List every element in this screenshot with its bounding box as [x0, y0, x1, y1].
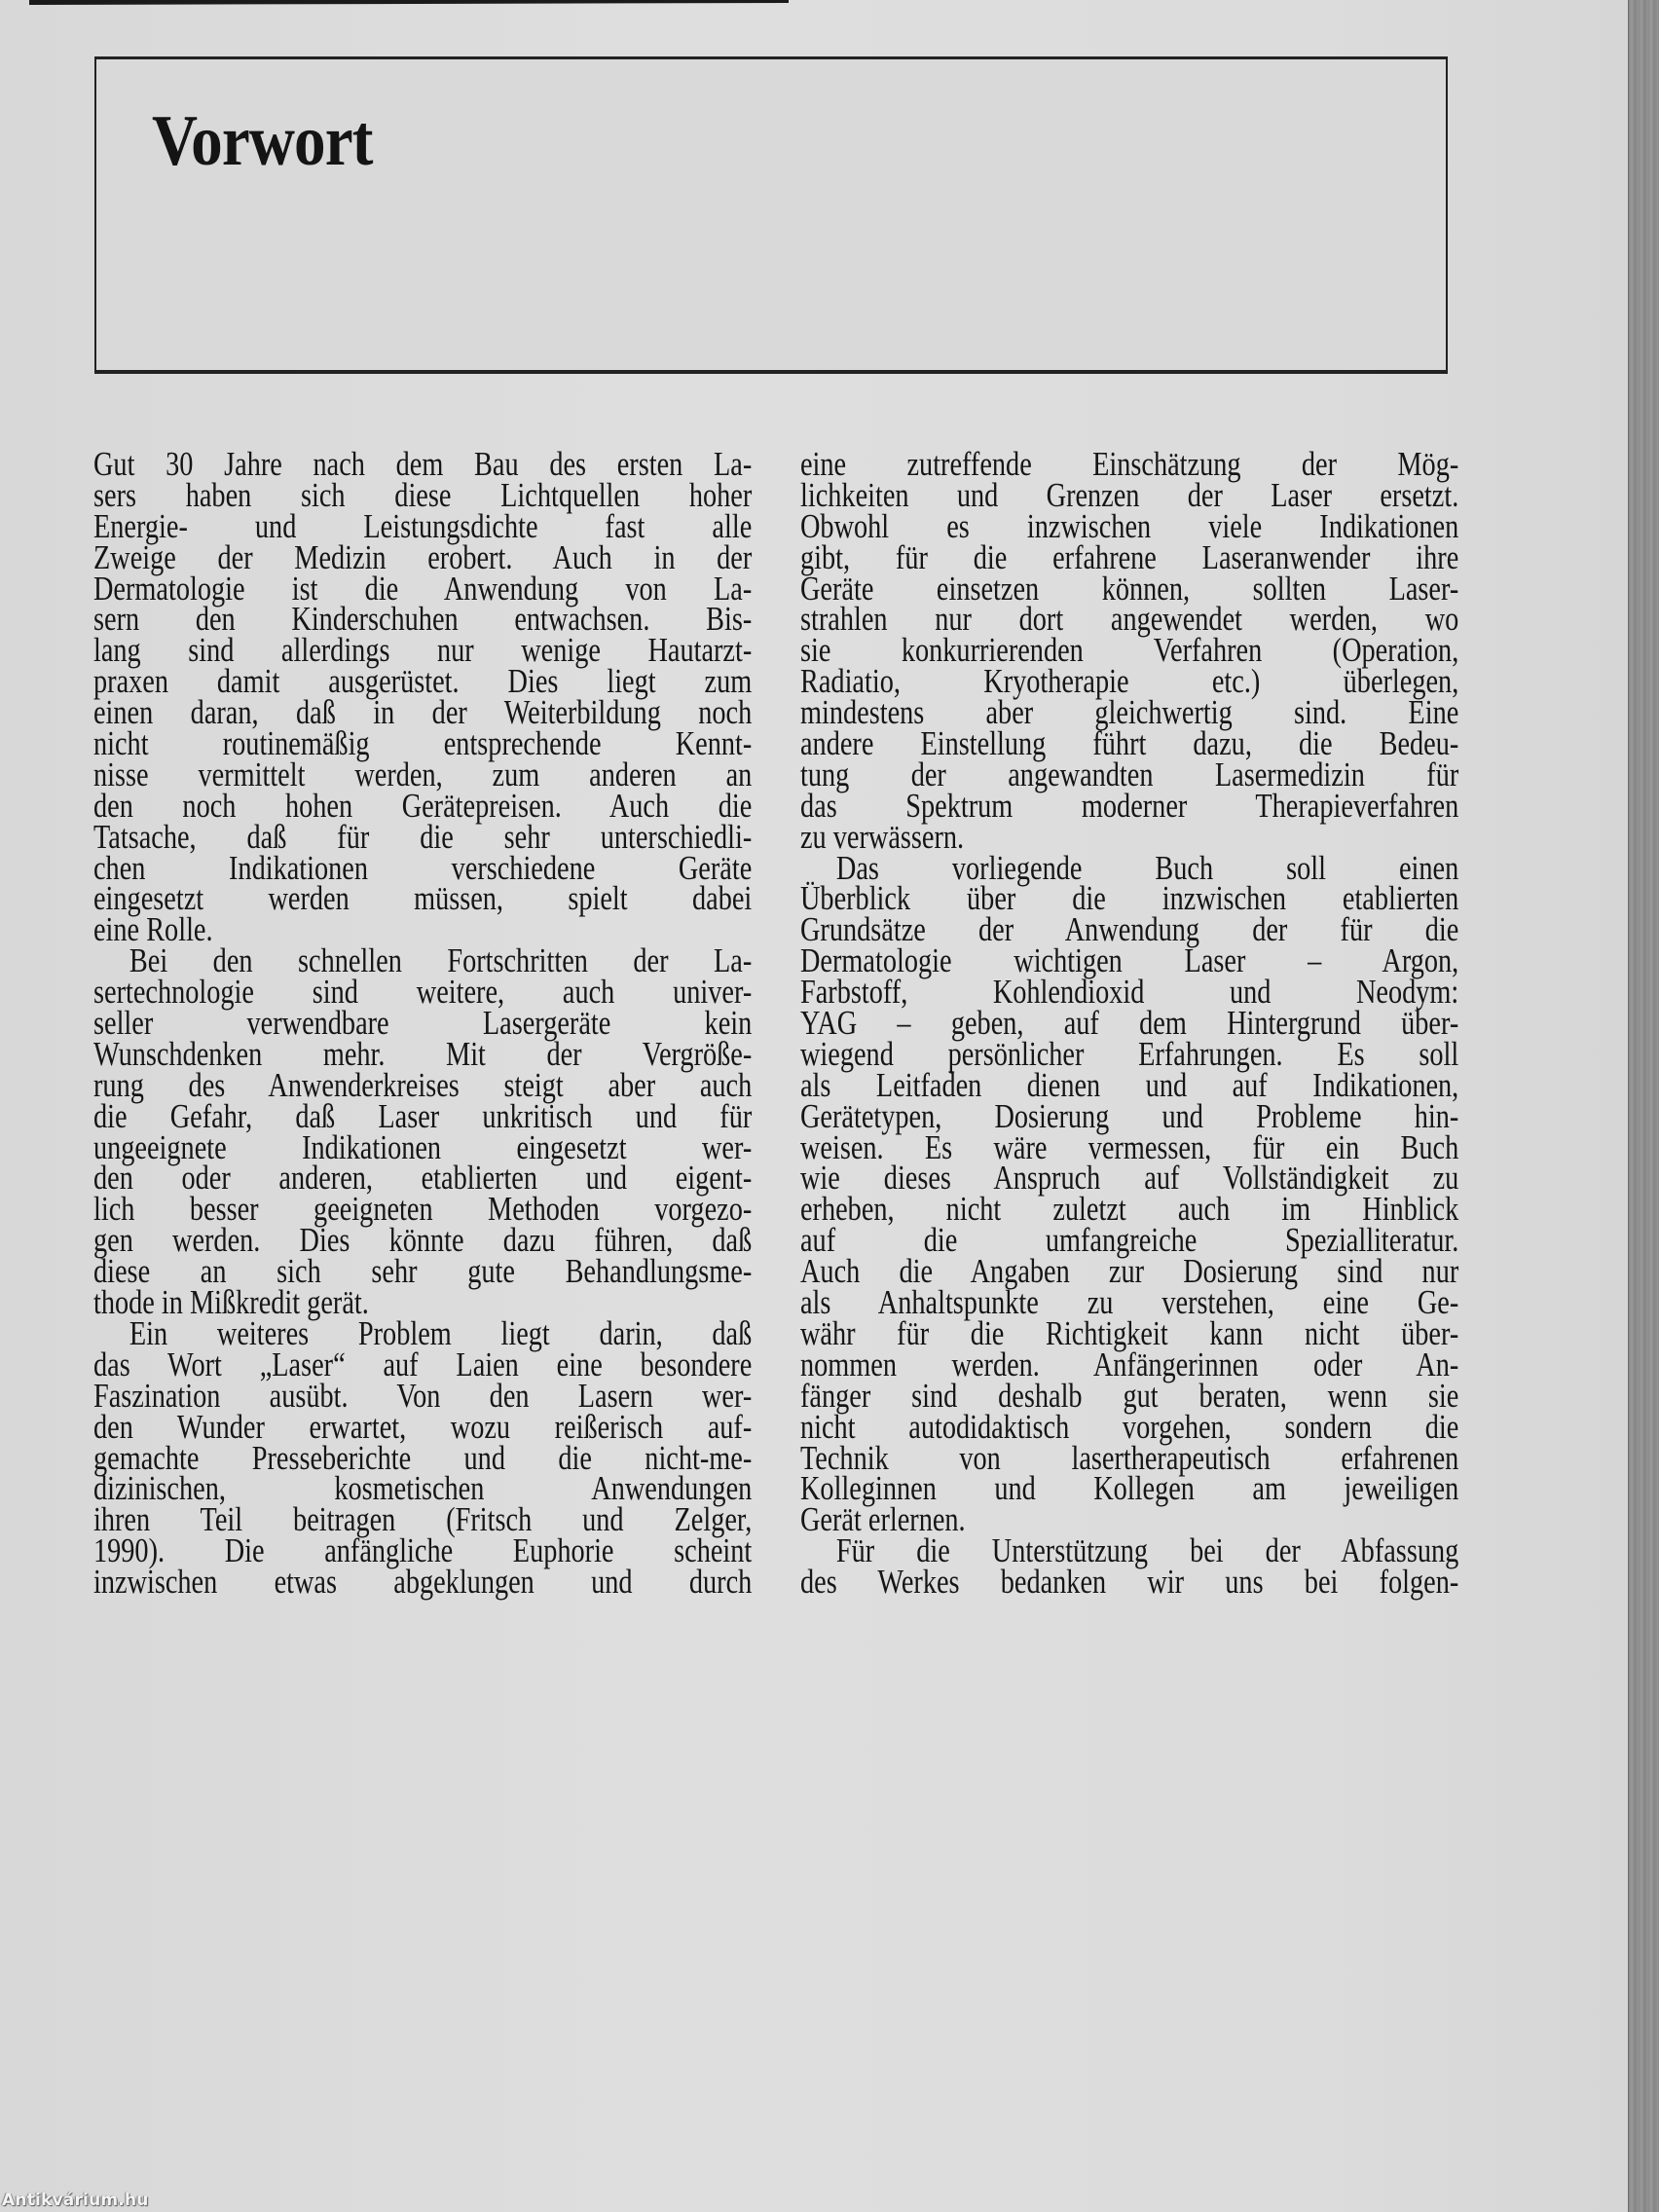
text-line: eine Rolle.	[93, 911, 213, 949]
text-line: eingesetzt werden müssen, spielt dabei	[93, 880, 753, 918]
text-line: thode in Mißkredit gerät.	[93, 1284, 369, 1322]
text-line: ungeeignete Indikationen eingesetzt wer-	[93, 1128, 753, 1166]
text-line: Zweige der Medizin erobert. Auch in der	[93, 538, 753, 576]
text-line: Für die Unterstützung bei der Abfassung	[835, 1532, 1459, 1570]
text-line: weisen. Es wäre vermessen, für ein Buch	[800, 1128, 1459, 1166]
text-line: den oder anderen, etablierten und eigent-	[93, 1160, 753, 1198]
text-line: ihren Teil beitragen (Fritsch und Zelger,	[93, 1501, 753, 1539]
text-line: als Anhaltspunkte zu verstehen, eine Ge-	[800, 1284, 1459, 1322]
text-line: Gerät erlernen.	[800, 1501, 966, 1539]
text-line: strahlen nur dort angewendet werden, wo	[800, 601, 1459, 639]
text-line: sertechnologie sind weitere, auch univer-	[93, 974, 753, 1012]
text-line: Gut 30 Jahre nach dem Bau des ersten La-	[93, 446, 753, 483]
text-line: zu verwässern.	[800, 818, 965, 856]
text-line: des Werkes bedanken wir uns bei folgen-	[800, 1564, 1459, 1602]
text-line: andere Einstellung führt dazu, die Bedeu-	[800, 725, 1459, 763]
text-line: 1990). Die anfängliche Euphorie scheint	[93, 1532, 753, 1570]
text-line: gen werden. Dies könnte dazu führen, daß	[93, 1222, 753, 1260]
text-line: Radiatio, Kryotherapie etc.) überlegen,	[800, 663, 1459, 701]
text-line: währ für die Richtigkeit kann nicht über-	[800, 1314, 1459, 1352]
text-line: nicht routinemäßig entsprechende Kennt-	[93, 725, 753, 763]
text-line: wie dieses Anspruch auf Vollständigkeit zu	[800, 1160, 1459, 1198]
text-line: sern den Kinderschuhen entwachsen. Bis-	[93, 601, 753, 639]
text-line: rung des Anwenderkreises steigt aber auch	[93, 1066, 753, 1104]
text-line: chen Indikationen verschiedene Geräte	[93, 849, 753, 887]
chapter-title: Vorwort	[152, 101, 373, 181]
text-line: sie konkurrierenden Verfahren (Operation,	[800, 632, 1459, 670]
text-line: das Spektrum moderner Therapieverfahren	[800, 787, 1459, 825]
text-line: seller verwendbare Lasergeräte kein	[93, 1005, 753, 1043]
text-line: Dermatologie ist die Anwendung von La-	[93, 570, 753, 608]
text-line: das Wort „Laser“ auf Laien eine besondere	[93, 1346, 753, 1383]
text-line: inzwischen etwas abgeklungen und durch	[93, 1564, 753, 1602]
text-line: Tatsache, daß für die sehr unterschiedli-	[93, 818, 753, 856]
text-line: erheben, nicht zuletzt auch im Hinblick	[800, 1191, 1459, 1229]
text-line: lichkeiten und Grenzen der Laser ersetzt.	[800, 476, 1459, 514]
text-line: lang sind allerdings nur wenige Hautarzt-	[93, 632, 753, 670]
text-line: Technik von lasertherapeutisch erfahrenen	[800, 1439, 1459, 1477]
text-line: Gerätetypen, Dosierung und Probleme hin-	[800, 1097, 1459, 1135]
text-column-left	[93, 446, 753, 1602]
text-line: wiegend persönlicher Erfahrungen. Es soll	[800, 1035, 1459, 1073]
text-line: auf die umfangreiche Spezialliteratur.	[800, 1222, 1459, 1260]
text-line: gemachte Presseberichte und die nicht-me-	[93, 1439, 753, 1477]
text-line: nisse vermittelt werden, zum anderen an	[93, 756, 753, 793]
text-line: Kolleginnen und Kollegen am jeweiligen	[800, 1470, 1459, 1508]
text-line: Überblick über die inzwischen etablierten	[800, 880, 1459, 918]
text-line: Wunschdenken mehr. Mit der Vergröße-	[93, 1035, 753, 1073]
text-line: Auch die Angaben zur Dosierung sind nur	[800, 1253, 1459, 1291]
text-line: einen daran, daß in der Weiterbildung noch	[93, 694, 753, 732]
text-line: Energie- und Leistungsdichte fast alle	[93, 507, 753, 545]
text-column-right	[800, 446, 1459, 1602]
watermark-text: Antikvárium.hu	[2, 2191, 149, 2210]
text-line: nicht autodidaktisch vorgehen, sondern die	[800, 1408, 1459, 1446]
text-line: die Gefahr, daß Laser unkritisch und für	[93, 1097, 753, 1135]
text-line: tung der angewandten Lasermedizin für	[800, 756, 1459, 793]
text-line: den Wunder erwartet, wozu reißerisch auf-	[93, 1408, 753, 1446]
chapter-title-box	[94, 56, 1448, 374]
top-rule-divider	[29, 0, 789, 5]
text-line: nommen werden. Anfängerinnen oder An-	[800, 1346, 1459, 1383]
text-line: gibt, für die erfahrene Laseranwender ihre	[800, 538, 1459, 576]
text-line: fänger sind deshalb gut beraten, wenn sie	[800, 1377, 1459, 1415]
text-line: Bei den schnellen Fortschritten der La-	[129, 942, 753, 980]
text-line: Das vorliegende Buch soll einen	[835, 849, 1459, 887]
text-line: lich besser geeigneten Methoden vorgezo-	[93, 1191, 753, 1229]
text-line: Grundsätze der Anwendung der für die	[800, 911, 1459, 949]
text-line: eine zutreffende Einschätzung der Mög-	[800, 446, 1459, 483]
text-line: als Leitfaden dienen und auf Indikationen,	[800, 1066, 1459, 1104]
text-line: Ein weiteres Problem liegt darin, daß	[129, 1314, 753, 1352]
book-spine-edge	[1628, 0, 1659, 2212]
text-line: YAG – geben, auf dem Hintergrund über-	[800, 1005, 1459, 1043]
text-line: dizinischen, kosmetischen Anwendungen	[93, 1470, 753, 1508]
text-line: diese an sich sehr gute Behandlungsme-	[93, 1253, 753, 1291]
text-line: Dermatologie wichtigen Laser – Argon,	[800, 942, 1459, 980]
text-line: Farbstoff, Kohlendioxid und Neodym:	[800, 974, 1459, 1012]
text-line: mindestens aber gleichwertig sind. Eine	[800, 694, 1459, 732]
text-line: praxen damit ausgerüstet. Dies liegt zum	[93, 663, 753, 701]
text-line: Faszination ausübt. Von den Lasern wer-	[93, 1377, 753, 1415]
text-line: sers haben sich diese Lichtquellen hoher	[93, 476, 753, 514]
text-line: Geräte einsetzen können, sollten Laser-	[800, 570, 1459, 608]
text-line: den noch hohen Gerätepreisen. Auch die	[93, 787, 753, 825]
text-line: Obwohl es inzwischen viele Indikationen	[800, 507, 1459, 545]
